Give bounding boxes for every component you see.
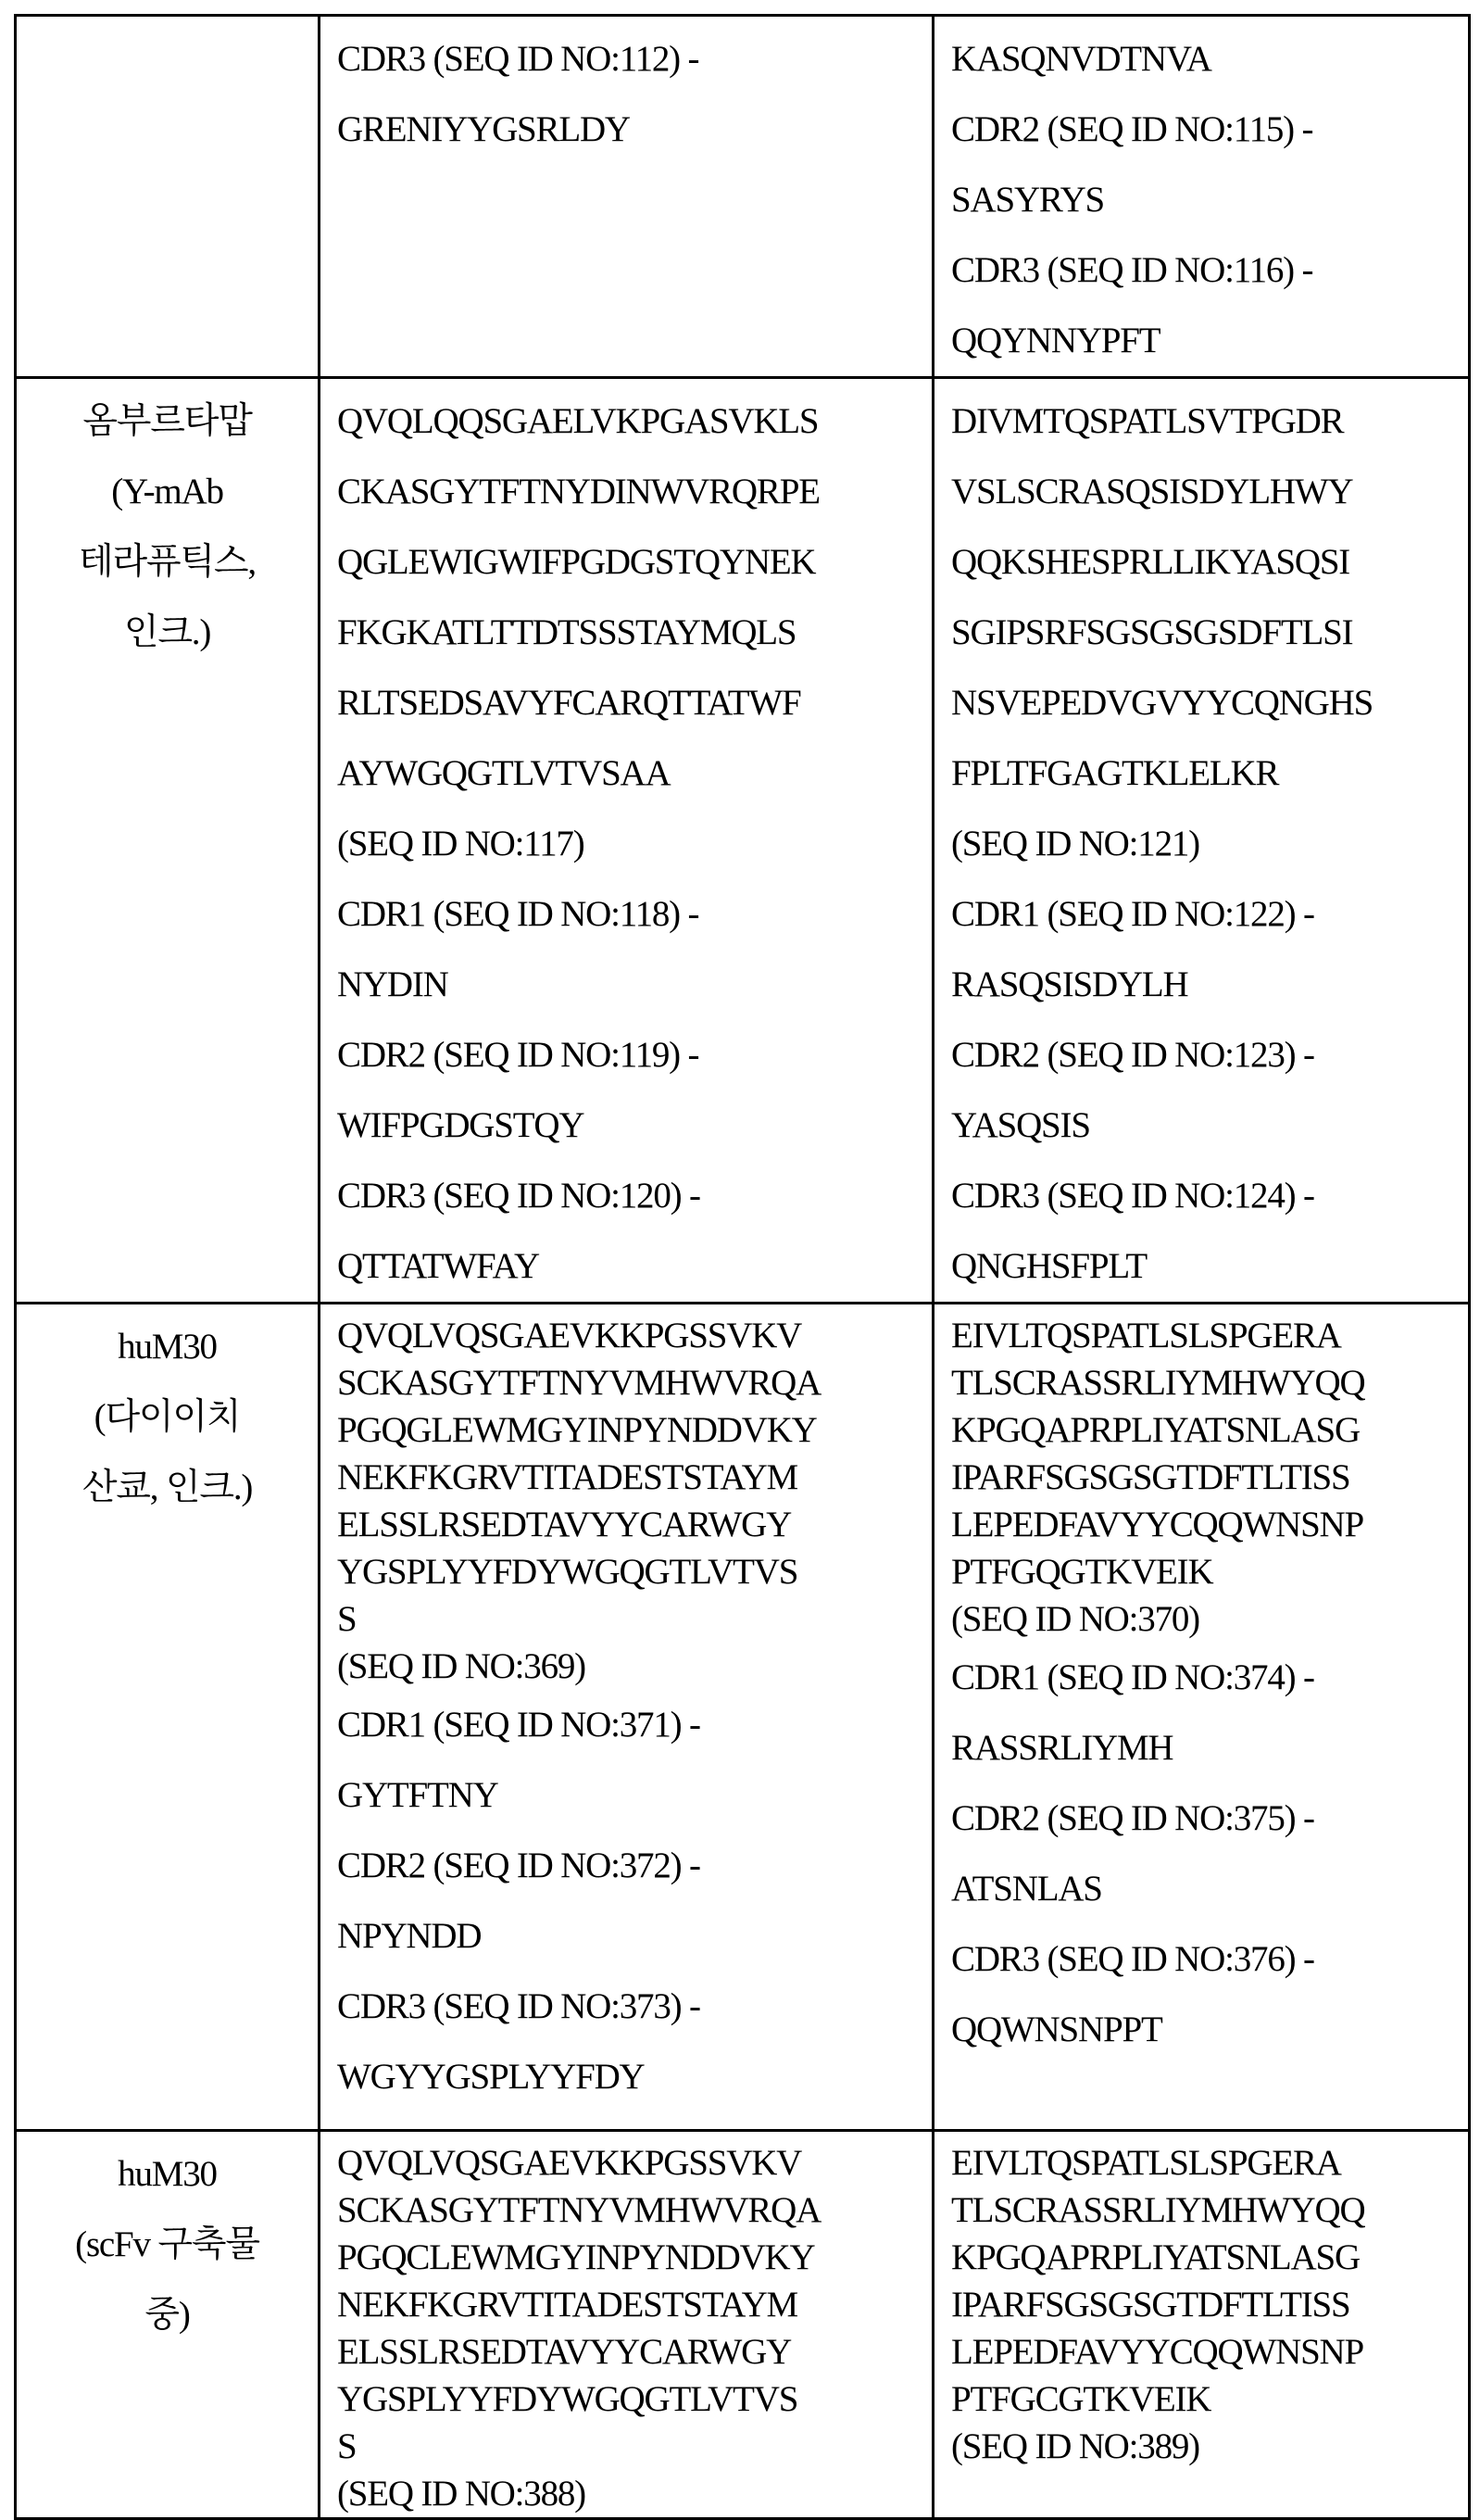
seq-id-label: (SEQ ID NO:388) bbox=[337, 2470, 932, 2517]
seq-id-label: (SEQ ID NO:389) bbox=[951, 2423, 1468, 2470]
sequence-line: CKASGYTFTNYDINWVRQRPE bbox=[337, 457, 932, 527]
sequence-line: LEPEDFAVYYCQQWNSNP bbox=[951, 1501, 1468, 1548]
cdr-label: CDR3 (SEQ ID NO:124) - bbox=[951, 1161, 1468, 1231]
sequence-line: QGLEWIGWIFPGDGSTQYNEK bbox=[337, 527, 932, 598]
sequence-line: SASYRYS bbox=[951, 165, 1468, 235]
antibody-name-line: 테라퓨틱스, bbox=[17, 527, 318, 598]
antibody-name-line: 산쿄, 인크.) bbox=[17, 1453, 318, 1523]
cdr-label: CDR2 (SEQ ID NO:119) - bbox=[337, 1020, 932, 1090]
sequence-line: IPARFSGSGSGTDFTLTISS bbox=[951, 1454, 1468, 1501]
sequence-line: EIVLTQSPATLSLSPGERA bbox=[951, 2139, 1468, 2186]
table-body bbox=[16, 16, 1470, 2519]
sequence-line: S bbox=[337, 1595, 932, 1643]
antibody-sequence-table bbox=[14, 14, 1471, 2520]
sequence-line: LEPEDFAVYYCQQWNSNP bbox=[951, 2328, 1468, 2375]
antibody-name-line: (Y-mAb bbox=[17, 457, 318, 527]
sequence-line: NYDIN bbox=[337, 950, 932, 1020]
sequence-line: QVQLQQSGAELVKPGASVKLS bbox=[337, 386, 932, 457]
antibody-name-line: (다이이치 bbox=[17, 1382, 318, 1453]
sequence-line: ELSSLRSEDTAVYYCARWGY bbox=[337, 1501, 932, 1548]
sequence-line: NSVEPEDVGVYYCQNGHS bbox=[951, 668, 1468, 738]
table-row bbox=[16, 378, 1470, 1304]
sequence-line: PTFGCGTKVEIK bbox=[951, 2375, 1468, 2423]
seq-id-label: (SEQ ID NO:370) bbox=[951, 1595, 1468, 1643]
cdr-label: CDR1 (SEQ ID NO:118) - bbox=[337, 879, 932, 950]
heavy-chain-cell bbox=[320, 16, 934, 378]
sequence-line: AYWGQGTLVTVSAA bbox=[337, 738, 932, 809]
sequence-line: PTFGQGTKVEIK bbox=[951, 1548, 1468, 1595]
sequence-line: RASSRLIYMH bbox=[951, 1713, 1468, 1783]
sequence-line: SGIPSRFSGSGSGSDFTLSI bbox=[951, 598, 1468, 668]
light-chain-cell bbox=[934, 2131, 1470, 2519]
sequence-line: QQWNSNPPT bbox=[951, 1995, 1468, 2065]
light-chain-cell bbox=[934, 16, 1470, 378]
sequence-line: RLTSEDSAVYFCARQTTATWF bbox=[337, 668, 932, 738]
cdr-label: CDR1 (SEQ ID NO:374) - bbox=[951, 1643, 1468, 1713]
sequence-line: YASQSIS bbox=[951, 1090, 1468, 1161]
antibody-name-line: huM30 bbox=[17, 2139, 318, 2210]
sequence-line: QQYNNYPFT bbox=[951, 306, 1468, 376]
sequence-line: FKGKATLTTDTSSSTAYMQLS bbox=[337, 598, 932, 668]
antibody-name-cell bbox=[16, 16, 320, 378]
heavy-chain-cell bbox=[320, 1304, 934, 2131]
cdr-label: CDR3 (SEQ ID NO:116) - bbox=[951, 235, 1468, 306]
sequence-line: QQKSHESPRLLIKYASQSI bbox=[951, 527, 1468, 598]
sequence-line: S bbox=[337, 2423, 932, 2470]
antibody-name-line: 옴부르타맙 bbox=[17, 386, 318, 457]
sequence-line: WIFPGDGSTQY bbox=[337, 1090, 932, 1161]
sequence-line: FPLTFGAGTKLELKR bbox=[951, 738, 1468, 809]
sequence-line: KPGQAPRPLIYATSNLASG bbox=[951, 1406, 1468, 1454]
cdr-label: CDR3 (SEQ ID NO:376) - bbox=[951, 1924, 1468, 1995]
seq-id-label: (SEQ ID NO:121) bbox=[951, 809, 1468, 879]
sequence-line: KASQNVDTNVA bbox=[951, 24, 1468, 94]
light-chain-cell bbox=[934, 378, 1470, 1304]
cdr-label: CDR3 (SEQ ID NO:112) - bbox=[337, 24, 932, 94]
sequence-line: ELSSLRSEDTAVYYCARWGY bbox=[337, 2328, 932, 2375]
sequence-line: QTTATWFAY bbox=[337, 1231, 932, 1302]
sequence-line: NEKFKGRVTITADESTSTAYM bbox=[337, 1454, 932, 1501]
seq-id-label: (SEQ ID NO:369) bbox=[337, 1643, 932, 1690]
sequence-line: EIVLTQSPATLSLSPGERA bbox=[951, 1312, 1468, 1359]
sequence-line: QNGHSFPLT bbox=[951, 1231, 1468, 1302]
sequence-line: NEKFKGRVTITADESTSTAYM bbox=[337, 2281, 932, 2328]
sequence-line: QVQLVQSGAEVKKPGSSVKV bbox=[337, 2139, 932, 2186]
sequence-line: WGYYGSPLYYFDY bbox=[337, 2042, 932, 2112]
cdr-label: CDR1 (SEQ ID NO:122) - bbox=[951, 879, 1468, 950]
cdr-label: CDR2 (SEQ ID NO:372) - bbox=[337, 1831, 932, 1901]
table-row bbox=[16, 16, 1470, 378]
table-row bbox=[16, 1304, 1470, 2131]
sequence-line: QVQLVQSGAEVKKPGSSVKV bbox=[337, 1312, 932, 1359]
seq-id-label: (SEQ ID NO:117) bbox=[337, 809, 932, 879]
cdr-label: CDR3 (SEQ ID NO:373) - bbox=[337, 1972, 932, 2042]
sequence-line: SCKASGYTFTNYVMHWVRQA bbox=[337, 2186, 932, 2234]
sequence-line: TLSCRASSRLIYMHWYQQ bbox=[951, 2186, 1468, 2234]
heavy-chain-cell bbox=[320, 378, 934, 1304]
sequence-line: VSLSCRASQSISDYLHWY bbox=[951, 457, 1468, 527]
antibody-name-line: huM30 bbox=[17, 1312, 318, 1382]
sequence-line: NPYNDD bbox=[337, 1901, 932, 1972]
sequence-line: KPGQAPRPLIYATSNLASG bbox=[951, 2234, 1468, 2281]
sequence-line: YGSPLYYFDYWGQGTLVTVS bbox=[337, 1548, 932, 1595]
sequence-line: YGSPLYYFDYWGQGTLVTVS bbox=[337, 2375, 932, 2423]
light-chain-cell bbox=[934, 1304, 1470, 2131]
antibody-name-cell bbox=[16, 1304, 320, 2131]
cdr-label: CDR2 (SEQ ID NO:375) - bbox=[951, 1783, 1468, 1854]
cdr-label: CDR2 (SEQ ID NO:115) - bbox=[951, 94, 1468, 165]
heavy-chain-cell bbox=[320, 2131, 934, 2519]
sequence-line: PGQGLEWMGYINPYNDDVKY bbox=[337, 1406, 932, 1454]
sequence-line: SCKASGYTFTNYVMHWVRQA bbox=[337, 1359, 932, 1406]
sequence-line: PGQCLEWMGYINPYNDDVKY bbox=[337, 2234, 932, 2281]
sequence-line: GYTFTNY bbox=[337, 1760, 932, 1831]
sequence-line: DIVMTQSPATLSVTPGDR bbox=[951, 386, 1468, 457]
sequence-line: TLSCRASSRLIYMHWYQQ bbox=[951, 1359, 1468, 1406]
antibody-name-line: (scFv 구축물 bbox=[17, 2210, 318, 2280]
cdr-label: CDR1 (SEQ ID NO:371) - bbox=[337, 1690, 932, 1760]
cdr-label: CDR3 (SEQ ID NO:120) - bbox=[337, 1161, 932, 1231]
antibody-name-cell bbox=[16, 378, 320, 1304]
sequence-line: RASQSISDYLH bbox=[951, 950, 1468, 1020]
sequence-line: IPARFSGSGSGTDFTLTISS bbox=[951, 2281, 1468, 2328]
cdr-label: CDR2 (SEQ ID NO:123) - bbox=[951, 1020, 1468, 1090]
antibody-name-cell bbox=[16, 2131, 320, 2519]
antibody-name-line: 중) bbox=[17, 2280, 318, 2350]
sequence-line: ATSNLAS bbox=[951, 1854, 1468, 1924]
table-row bbox=[16, 2131, 1470, 2519]
sequence-line: GRENIYYGSRLDY bbox=[337, 94, 932, 165]
antibody-name-line: 인크.) bbox=[17, 598, 318, 668]
